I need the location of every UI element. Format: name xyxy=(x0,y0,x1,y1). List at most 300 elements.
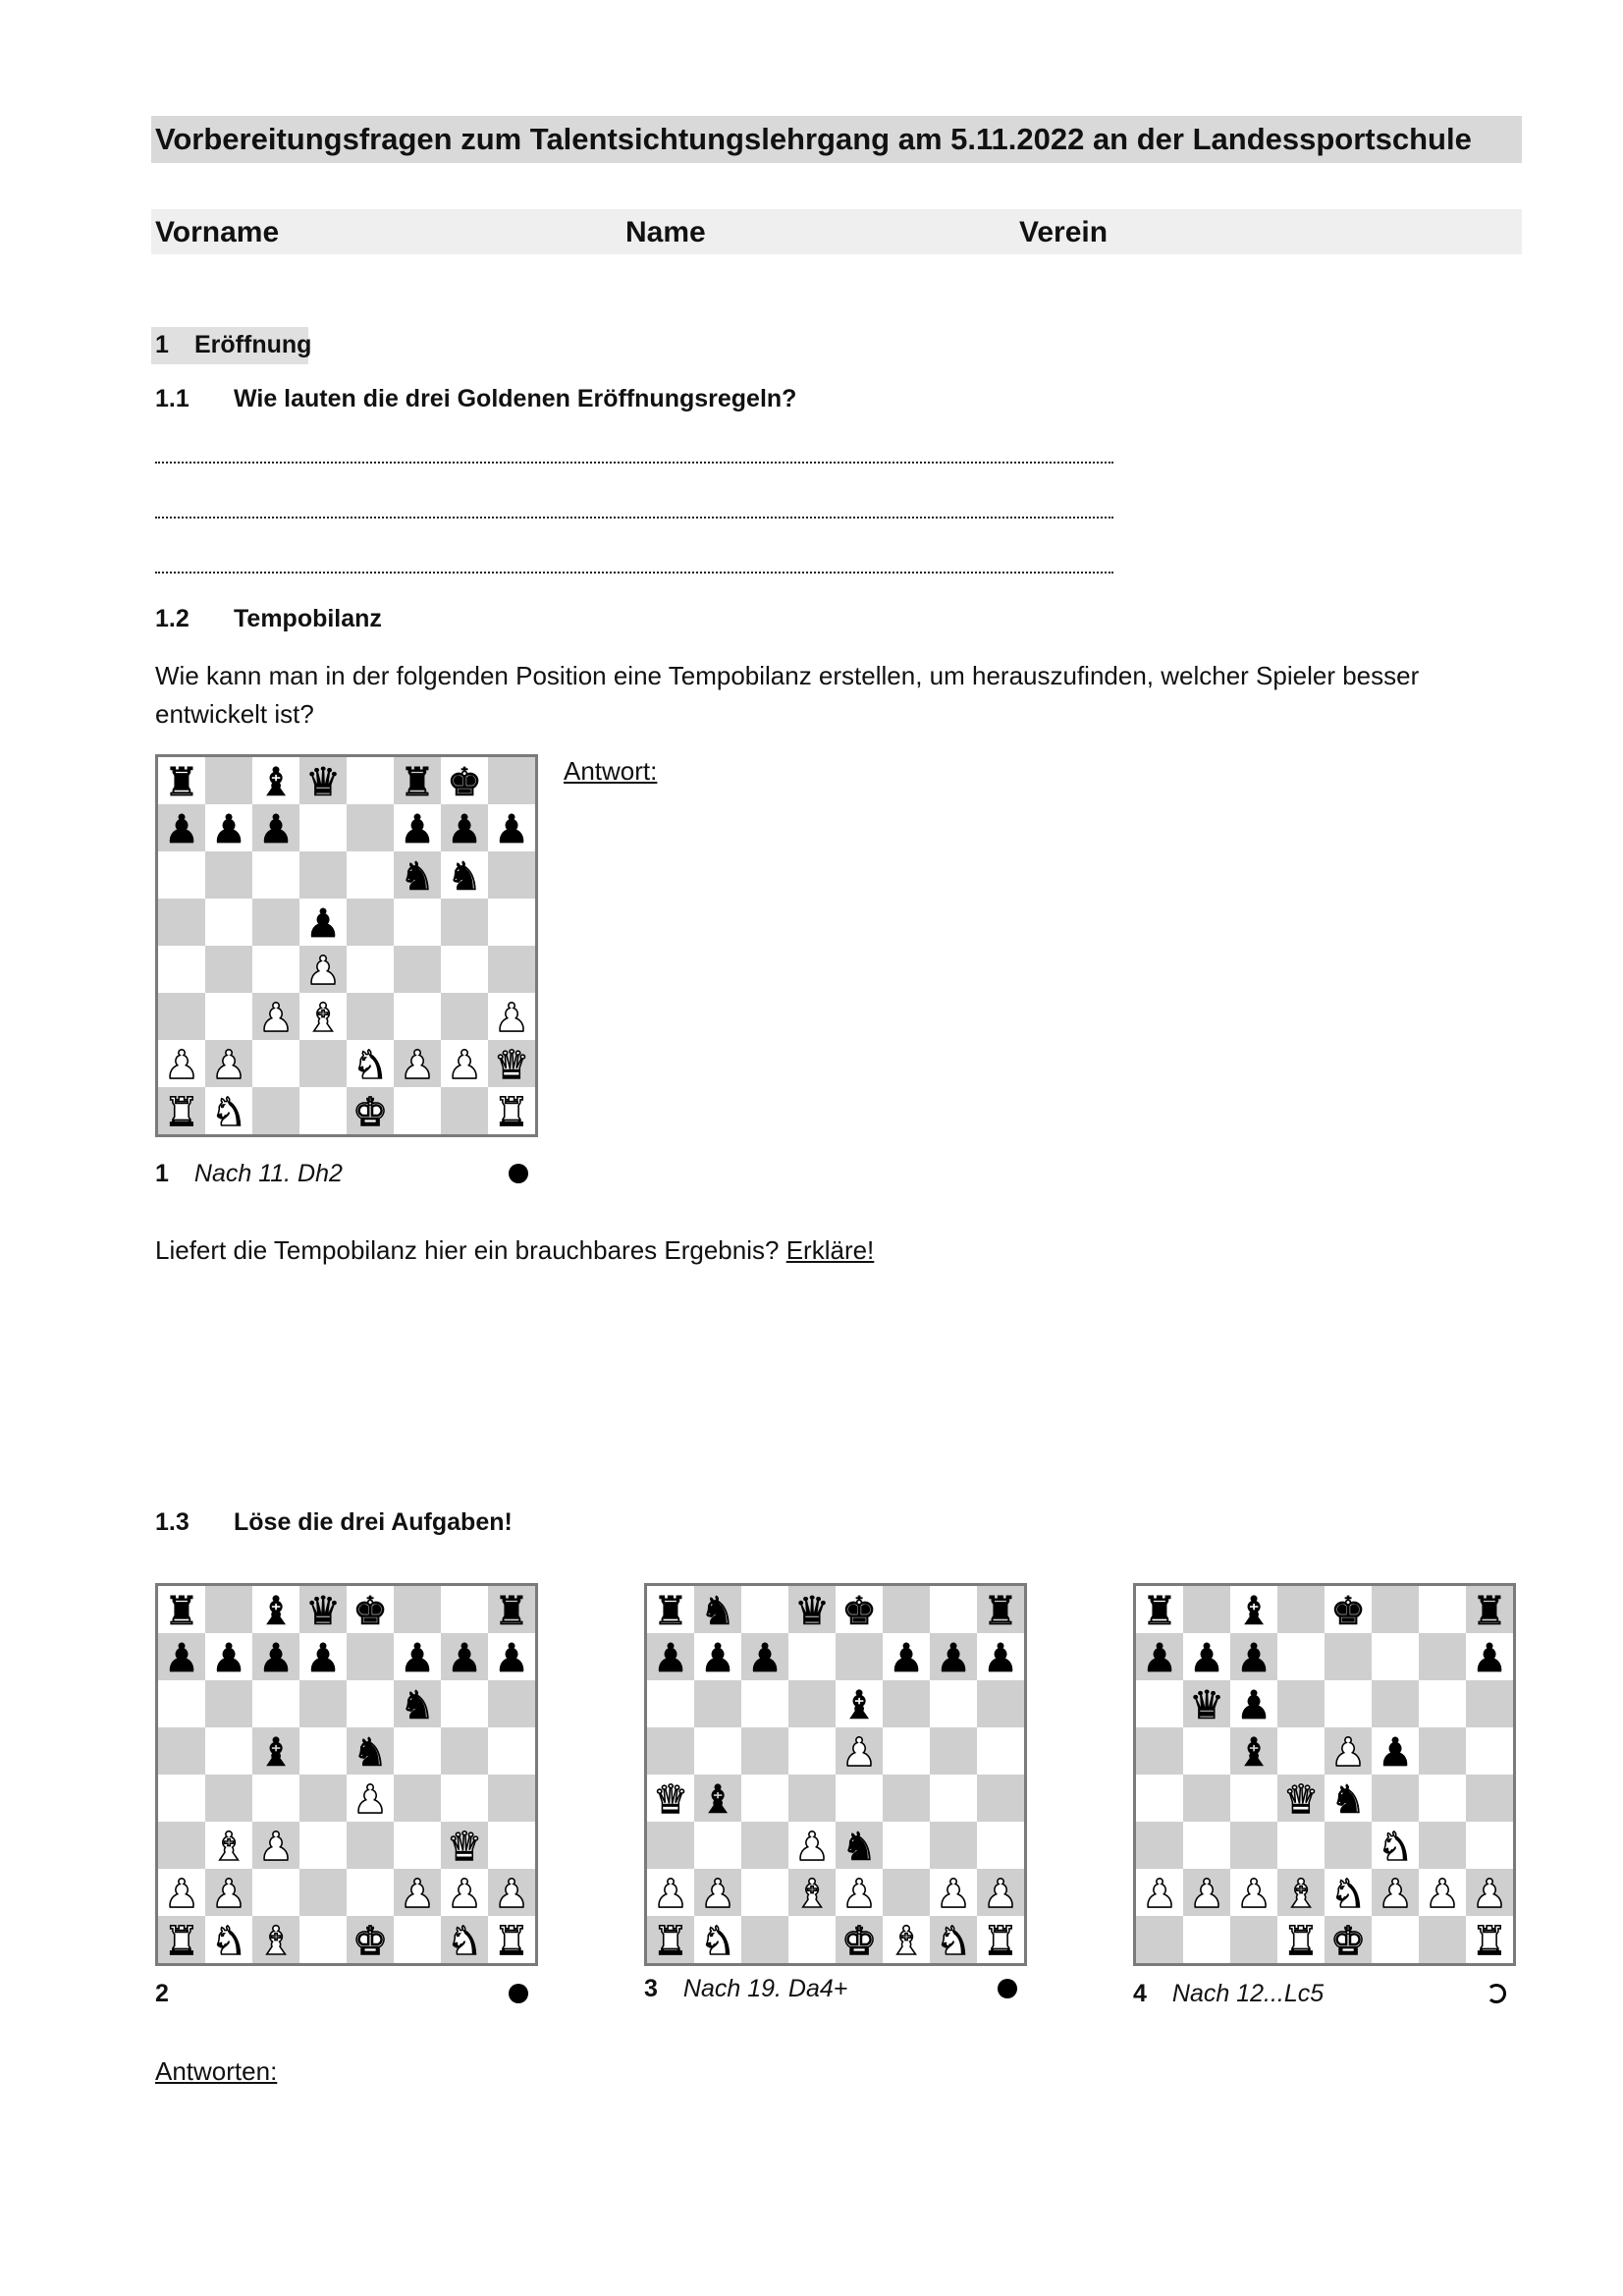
white-queen-icon: ♛ xyxy=(1283,1777,1319,1823)
square-h5 xyxy=(488,1727,535,1775)
question-1-3-number: 1.3 xyxy=(155,1508,189,1536)
square-a4 xyxy=(158,1775,205,1822)
square-d6 xyxy=(788,1680,836,1727)
square-g4 xyxy=(1419,1775,1466,1822)
square-c6 xyxy=(252,851,299,899)
black-pawn-icon: ♟ xyxy=(889,1636,924,1681)
question-1-2-text-line1: Wie kann man in der folgenden Position eine Tempobilanz erstellen, um herauszufinden, welcher Spieler besser xyxy=(155,661,1420,690)
square-d6 xyxy=(1277,1680,1325,1727)
white-bishop-icon: ♝ xyxy=(305,996,341,1041)
answer-line[interactable] xyxy=(155,570,1113,574)
black-queen-icon: ♛ xyxy=(794,1589,830,1634)
square-g4 xyxy=(930,1775,977,1822)
diagram-caption-text: Nach 11. Dh2 xyxy=(193,1160,343,1187)
square-h3 xyxy=(1466,1822,1513,1869)
square-g5 xyxy=(1419,1727,1466,1775)
black-bishop-icon: ♝ xyxy=(700,1777,735,1823)
white-pawn-icon: ♟ xyxy=(400,1872,435,1917)
answers-label: Antworten: xyxy=(155,2056,278,2086)
square-g3 xyxy=(1419,1822,1466,1869)
white-pawn-icon: ♟ xyxy=(841,1730,877,1776)
square-c4 xyxy=(741,1775,788,1822)
black-pawn-icon: ♟ xyxy=(1378,1730,1413,1776)
page-title: Vorbereitungsfragen zum Talentsichtungslehrgang am 5.11.2022 an der Landessportschule xyxy=(155,122,1472,156)
square-d1 xyxy=(299,1087,347,1134)
square-f8 xyxy=(394,1586,441,1633)
square-c1 xyxy=(252,1087,299,1134)
square-a3 xyxy=(1136,1822,1183,1869)
white-pawn-icon: ♟ xyxy=(983,1872,1018,1917)
white-rook-icon: ♜ xyxy=(983,1919,1018,1963)
black-bishop-icon: ♝ xyxy=(258,1589,294,1634)
chess-board-diagram-3 xyxy=(644,1583,1027,1966)
answer-line[interactable] xyxy=(155,460,1113,464)
black-king-icon: ♚ xyxy=(841,1589,877,1634)
white-king-icon: ♚ xyxy=(841,1919,877,1963)
white-pawn-icon: ♟ xyxy=(211,1872,246,1917)
diagram-1-caption xyxy=(155,1160,343,1188)
square-g3 xyxy=(930,1822,977,1869)
black-pawn-icon: ♟ xyxy=(1472,1636,1507,1681)
white-pawn-icon: ♟ xyxy=(1142,1872,1177,1917)
black-pawn-icon: ♟ xyxy=(211,1636,246,1681)
square-g4 xyxy=(441,1775,488,1822)
square-e3 xyxy=(1325,1822,1372,1869)
square-d3 xyxy=(299,1822,347,1869)
white-king-icon: ♚ xyxy=(1330,1919,1366,1963)
square-h5 xyxy=(977,1727,1024,1775)
black-queen-icon: ♛ xyxy=(1189,1683,1224,1728)
square-d1 xyxy=(788,1916,836,1963)
white-pawn-icon: ♟ xyxy=(400,1043,435,1088)
black-pawn-icon: ♟ xyxy=(1236,1636,1271,1681)
square-h5 xyxy=(1466,1727,1513,1775)
white-rook-icon: ♜ xyxy=(164,1919,199,1963)
white-pawn-icon: ♟ xyxy=(164,1043,199,1088)
black-rook-icon: ♜ xyxy=(164,1589,199,1634)
square-c6 xyxy=(741,1680,788,1727)
square-f1 xyxy=(394,1916,441,1963)
followup-text: Liefert die Tempobilanz hier ein brauchbares Ergebnis? xyxy=(155,1235,780,1265)
black-king-icon: ♚ xyxy=(1330,1589,1366,1634)
black-bishop-icon: ♝ xyxy=(258,760,294,805)
square-h6 xyxy=(488,1680,535,1727)
square-e3 xyxy=(347,1822,394,1869)
square-b5 xyxy=(205,1727,252,1775)
black-rook-icon: ♜ xyxy=(1472,1589,1507,1634)
white-bishop-icon: ♝ xyxy=(794,1872,830,1917)
white-pawn-icon: ♟ xyxy=(494,1872,529,1917)
black-queen-icon: ♛ xyxy=(305,1589,341,1634)
black-pawn-icon: ♟ xyxy=(305,1636,341,1681)
square-b4 xyxy=(205,1775,252,1822)
square-c4 xyxy=(252,946,299,993)
square-h3 xyxy=(977,1822,1024,1869)
square-c1 xyxy=(741,1916,788,1963)
square-a3 xyxy=(158,1822,205,1869)
club-label: Verein xyxy=(1019,216,1109,248)
square-h4 xyxy=(488,946,535,993)
followup-question xyxy=(155,1235,874,1266)
square-b8 xyxy=(1183,1586,1230,1633)
square-f5 xyxy=(394,1727,441,1775)
square-c5 xyxy=(252,899,299,946)
black-pawn-icon: ♟ xyxy=(983,1636,1018,1681)
square-b4 xyxy=(205,946,252,993)
black-rook-icon: ♜ xyxy=(400,760,435,805)
white-knight-icon: ♞ xyxy=(1330,1872,1366,1917)
white-knight-icon: ♞ xyxy=(447,1919,482,1963)
square-g8 xyxy=(1419,1586,1466,1633)
square-h4 xyxy=(488,1775,535,1822)
square-b5 xyxy=(1183,1727,1230,1775)
square-d3 xyxy=(1277,1822,1325,1869)
square-c3 xyxy=(1230,1822,1277,1869)
square-a5 xyxy=(158,899,205,946)
diagram-caption-text: Nach 19. Da4+ xyxy=(682,1975,848,2002)
diagram-4-caption xyxy=(1133,1980,1324,2008)
black-rook-icon: ♜ xyxy=(164,760,199,805)
square-d6 xyxy=(299,851,347,899)
participant-fields-bar xyxy=(151,209,1522,254)
white-knight-icon: ♞ xyxy=(211,1919,246,1963)
square-c2 xyxy=(252,1040,299,1087)
black-to-move-icon xyxy=(998,1979,1017,1998)
square-c8 xyxy=(741,1586,788,1633)
question-1-3-title: Löse die drei Aufgaben! xyxy=(234,1508,513,1536)
white-pawn-icon: ♟ xyxy=(794,1825,830,1870)
black-knight-icon: ♞ xyxy=(1330,1777,1366,1823)
square-f8 xyxy=(1372,1586,1419,1633)
diagram-number: 4 xyxy=(1133,1980,1147,2007)
first-name-label: Vorname xyxy=(155,216,280,248)
square-g5 xyxy=(441,1727,488,1775)
black-pawn-icon: ♟ xyxy=(258,807,294,852)
square-g5 xyxy=(441,899,488,946)
diagram-number: 3 xyxy=(644,1975,658,2002)
square-g8 xyxy=(441,1586,488,1633)
square-e4 xyxy=(836,1775,883,1822)
white-pawn-icon: ♟ xyxy=(211,1043,246,1088)
white-to-move-icon xyxy=(1487,1984,1506,2003)
white-pawn-icon: ♟ xyxy=(447,1872,482,1917)
square-d8 xyxy=(1277,1586,1325,1633)
square-g1 xyxy=(1419,1916,1466,1963)
square-e2 xyxy=(347,1869,394,1916)
black-pawn-icon: ♟ xyxy=(653,1636,688,1681)
square-c2 xyxy=(252,1869,299,1916)
square-e5 xyxy=(347,899,394,946)
black-pawn-icon: ♟ xyxy=(1236,1683,1271,1728)
black-pawn-icon: ♟ xyxy=(164,807,199,852)
square-f6 xyxy=(1372,1680,1419,1727)
square-c1 xyxy=(1230,1916,1277,1963)
section-heading xyxy=(151,327,312,364)
square-f4 xyxy=(883,1775,930,1822)
square-a3 xyxy=(647,1822,694,1869)
square-b5 xyxy=(205,899,252,946)
square-f1 xyxy=(394,1087,441,1134)
black-king-icon: ♚ xyxy=(352,1589,388,1634)
black-pawn-icon: ♟ xyxy=(258,1636,294,1681)
white-queen-icon: ♛ xyxy=(447,1825,482,1870)
chess-board-diagram-2 xyxy=(155,1583,538,1966)
black-knight-icon: ♞ xyxy=(352,1730,388,1776)
black-knight-icon: ♞ xyxy=(447,854,482,900)
white-rook-icon: ♜ xyxy=(1283,1919,1319,1963)
square-f8 xyxy=(883,1586,930,1633)
white-knight-icon: ♞ xyxy=(211,1090,246,1134)
black-pawn-icon: ♟ xyxy=(936,1636,971,1681)
black-pawn-icon: ♟ xyxy=(400,807,435,852)
square-b1 xyxy=(1183,1916,1230,1963)
square-a5 xyxy=(647,1727,694,1775)
square-g8 xyxy=(930,1586,977,1633)
last-name-label: Name xyxy=(625,216,706,248)
white-rook-icon: ♜ xyxy=(164,1090,199,1134)
white-queen-icon: ♛ xyxy=(494,1043,529,1088)
square-f1 xyxy=(1372,1916,1419,1963)
square-b6 xyxy=(205,1680,252,1727)
square-g6 xyxy=(441,1680,488,1727)
square-d5 xyxy=(1277,1727,1325,1775)
black-pawn-icon: ♟ xyxy=(494,1636,529,1681)
white-pawn-icon: ♟ xyxy=(447,1043,482,1088)
answer-label: Antwort: xyxy=(564,756,658,786)
white-rook-icon: ♜ xyxy=(1472,1919,1507,1963)
black-knight-icon: ♞ xyxy=(400,854,435,900)
square-d5 xyxy=(299,1727,347,1775)
answer-line[interactable] xyxy=(155,515,1113,519)
white-pawn-icon: ♟ xyxy=(936,1872,971,1917)
question-1-1-title: Wie lauten die drei Goldenen Eröffnungsregeln? xyxy=(234,385,797,412)
white-pawn-icon: ♟ xyxy=(305,949,341,994)
title-bar xyxy=(151,116,1522,163)
white-pawn-icon: ♟ xyxy=(352,1777,388,1823)
white-bishop-icon: ♝ xyxy=(258,1919,294,1963)
square-e6 xyxy=(347,1680,394,1727)
white-bishop-icon: ♝ xyxy=(1283,1872,1319,1917)
black-queen-icon: ♛ xyxy=(305,760,341,805)
black-pawn-icon: ♟ xyxy=(1142,1636,1177,1681)
square-d6 xyxy=(299,1680,347,1727)
black-to-move-icon xyxy=(509,1984,528,2003)
diagram-caption-text: Nach 12...Lc5 xyxy=(1171,1980,1325,2007)
square-c6 xyxy=(252,1680,299,1727)
white-knight-icon: ♞ xyxy=(352,1043,388,1088)
square-d4 xyxy=(788,1775,836,1822)
square-h6 xyxy=(977,1680,1024,1727)
square-h4 xyxy=(977,1775,1024,1822)
black-pawn-icon: ♟ xyxy=(1189,1636,1224,1681)
square-e8 xyxy=(347,757,394,804)
white-king-icon: ♚ xyxy=(352,1090,388,1134)
white-queen-icon: ♛ xyxy=(653,1777,688,1823)
square-c4 xyxy=(252,1775,299,1822)
square-f4 xyxy=(394,1775,441,1822)
square-e7 xyxy=(836,1633,883,1680)
black-king-icon: ♚ xyxy=(447,760,482,805)
square-d5 xyxy=(788,1727,836,1775)
square-g5 xyxy=(930,1727,977,1775)
square-a4 xyxy=(158,946,205,993)
square-f4 xyxy=(1372,1775,1419,1822)
square-e7 xyxy=(347,804,394,851)
square-c4 xyxy=(1230,1775,1277,1822)
black-rook-icon: ♜ xyxy=(1142,1589,1177,1634)
white-bishop-icon: ♝ xyxy=(889,1919,924,1963)
square-a3 xyxy=(158,993,205,1040)
black-knight-icon: ♞ xyxy=(400,1683,435,1728)
black-pawn-icon: ♟ xyxy=(447,1636,482,1681)
square-a5 xyxy=(158,1727,205,1775)
black-pawn-icon: ♟ xyxy=(700,1636,735,1681)
square-e3 xyxy=(347,993,394,1040)
square-b8 xyxy=(205,757,252,804)
black-to-move-icon xyxy=(509,1164,528,1183)
white-knight-icon: ♞ xyxy=(700,1919,735,1963)
square-b6 xyxy=(694,1680,741,1727)
square-h3 xyxy=(488,1822,535,1869)
black-pawn-icon: ♟ xyxy=(400,1636,435,1681)
white-rook-icon: ♜ xyxy=(494,1919,529,1963)
square-e6 xyxy=(1325,1680,1372,1727)
black-knight-icon: ♞ xyxy=(841,1825,877,1870)
square-g7 xyxy=(1419,1633,1466,1680)
black-pawn-icon: ♟ xyxy=(305,902,341,947)
square-f3 xyxy=(394,993,441,1040)
square-h6 xyxy=(488,851,535,899)
square-f2 xyxy=(883,1869,930,1916)
square-d2 xyxy=(299,1869,347,1916)
square-h6 xyxy=(1466,1680,1513,1727)
square-a4 xyxy=(1136,1775,1183,1822)
square-d4 xyxy=(299,1775,347,1822)
square-a6 xyxy=(158,851,205,899)
square-g3 xyxy=(441,993,488,1040)
black-pawn-icon: ♟ xyxy=(747,1636,783,1681)
question-1-2-text-line2: entwickelt ist? xyxy=(155,699,314,729)
question-1-2-title: Tempobilanz xyxy=(234,605,382,632)
square-c5 xyxy=(741,1727,788,1775)
square-g6 xyxy=(1419,1680,1466,1727)
square-a6 xyxy=(647,1680,694,1727)
white-pawn-icon: ♟ xyxy=(700,1872,735,1917)
black-pawn-icon: ♟ xyxy=(164,1636,199,1681)
square-a1 xyxy=(1136,1916,1183,1963)
white-rook-icon: ♜ xyxy=(494,1090,529,1134)
white-knight-icon: ♞ xyxy=(1378,1825,1413,1870)
square-h5 xyxy=(488,899,535,946)
chess-board-diagram-1 xyxy=(155,754,538,1137)
section-title: Eröffnung xyxy=(194,331,312,358)
square-e7 xyxy=(1325,1633,1372,1680)
explain-link: Erkläre! xyxy=(785,1235,875,1265)
square-e7 xyxy=(347,1633,394,1680)
square-b6 xyxy=(205,851,252,899)
square-b3 xyxy=(1183,1822,1230,1869)
white-pawn-icon: ♟ xyxy=(1330,1730,1366,1776)
diagram-3-caption xyxy=(644,1975,847,2003)
square-d7 xyxy=(299,804,347,851)
section-number: 1 xyxy=(155,331,169,358)
black-knight-icon: ♞ xyxy=(700,1589,735,1634)
square-f4 xyxy=(394,946,441,993)
square-e6 xyxy=(347,851,394,899)
square-d2 xyxy=(299,1040,347,1087)
white-pawn-icon: ♟ xyxy=(1189,1872,1224,1917)
black-rook-icon: ♜ xyxy=(494,1589,529,1634)
square-d7 xyxy=(788,1633,836,1680)
white-pawn-icon: ♟ xyxy=(1378,1872,1413,1917)
black-bishop-icon: ♝ xyxy=(841,1683,877,1728)
square-c3 xyxy=(741,1822,788,1869)
black-bishop-icon: ♝ xyxy=(1236,1730,1271,1776)
black-rook-icon: ♜ xyxy=(983,1589,1018,1634)
diagram-2-caption xyxy=(155,1980,194,2008)
square-h8 xyxy=(488,757,535,804)
square-g1 xyxy=(441,1087,488,1134)
square-b4 xyxy=(1183,1775,1230,1822)
square-f6 xyxy=(883,1680,930,1727)
square-a6 xyxy=(158,1680,205,1727)
black-bishop-icon: ♝ xyxy=(258,1730,294,1776)
square-f5 xyxy=(394,899,441,946)
white-pawn-icon: ♟ xyxy=(841,1872,877,1917)
square-f7 xyxy=(1372,1633,1419,1680)
black-rook-icon: ♜ xyxy=(653,1589,688,1634)
square-a5 xyxy=(1136,1727,1183,1775)
question-1-1-number: 1.1 xyxy=(155,385,189,412)
square-b5 xyxy=(694,1727,741,1775)
white-knight-icon: ♞ xyxy=(936,1919,971,1963)
square-e4 xyxy=(347,946,394,993)
black-bishop-icon: ♝ xyxy=(1236,1589,1271,1634)
square-f3 xyxy=(883,1822,930,1869)
square-f3 xyxy=(394,1822,441,1869)
square-g4 xyxy=(441,946,488,993)
white-pawn-icon: ♟ xyxy=(1425,1872,1460,1917)
white-pawn-icon: ♟ xyxy=(1236,1872,1271,1917)
diagram-number: 1 xyxy=(155,1160,169,1187)
square-b8 xyxy=(205,1586,252,1633)
white-bishop-icon: ♝ xyxy=(211,1825,246,1870)
chess-board-diagram-4 xyxy=(1133,1583,1516,1966)
black-pawn-icon: ♟ xyxy=(494,807,529,852)
white-pawn-icon: ♟ xyxy=(164,1872,199,1917)
white-pawn-icon: ♟ xyxy=(653,1872,688,1917)
white-pawn-icon: ♟ xyxy=(494,996,529,1041)
diagram-number: 2 xyxy=(155,1980,169,2007)
square-b3 xyxy=(694,1822,741,1869)
white-pawn-icon: ♟ xyxy=(258,996,294,1041)
square-d1 xyxy=(299,1916,347,1963)
black-pawn-icon: ♟ xyxy=(447,807,482,852)
square-a6 xyxy=(1136,1680,1183,1727)
white-pawn-icon: ♟ xyxy=(1472,1872,1507,1917)
square-c2 xyxy=(741,1869,788,1916)
black-pawn-icon: ♟ xyxy=(211,807,246,852)
square-f5 xyxy=(883,1727,930,1775)
square-h4 xyxy=(1466,1775,1513,1822)
square-d7 xyxy=(1277,1633,1325,1680)
white-pawn-icon: ♟ xyxy=(258,1825,294,1870)
white-rook-icon: ♜ xyxy=(653,1919,688,1963)
square-b3 xyxy=(205,993,252,1040)
square-g6 xyxy=(930,1680,977,1727)
white-king-icon: ♚ xyxy=(352,1919,388,1963)
question-1-2-number: 1.2 xyxy=(155,605,189,632)
